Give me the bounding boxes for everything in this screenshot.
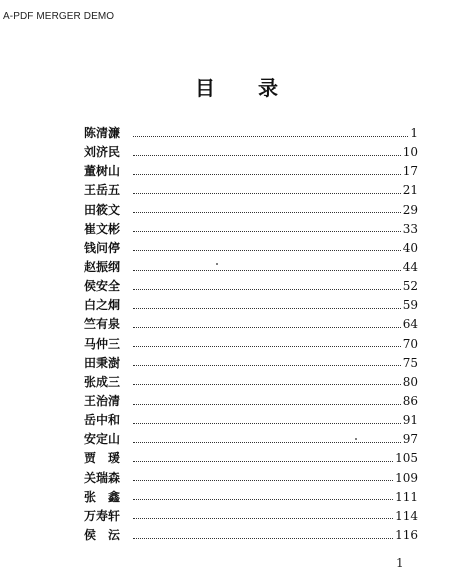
toc-dot-leader [133,498,393,500]
toc-entry[interactable] [84,201,418,220]
toc-entry[interactable] [84,315,418,334]
toc-entry-name: 崔文彬 [84,221,121,236]
watermark-text: A-PDF MERGER DEMO [3,11,115,22]
toc-entry[interactable] [84,469,418,488]
toc-entry[interactable] [84,373,418,392]
toc-entry[interactable] [84,354,418,373]
toc-dot-leader [133,288,401,290]
toc-entry-name: 贾 瑗 [84,451,121,466]
toc-entry[interactable] [84,220,418,239]
toc-entry[interactable] [84,143,418,162]
toc-dot-leader [133,383,401,385]
toc-entry[interactable] [84,277,418,296]
toc-dot-leader [133,249,401,251]
toc-dot-leader [133,154,401,156]
toc-entry-page: 21 [402,183,418,198]
toc-entry-page: 109 [395,470,418,485]
toc-entry[interactable] [84,449,418,468]
toc-entry-page: 33 [402,221,418,236]
toc-entry-name: 钱问停 [84,240,121,255]
toc-entry[interactable] [84,296,418,315]
toc-entry[interactable] [84,162,418,181]
toc-entry-page: 91 [402,413,418,428]
page-title [0,74,474,102]
toc-entry[interactable] [84,181,418,200]
toc-dot-leader [133,441,401,443]
toc-dot-leader [133,135,408,137]
toc-entry-page: 105 [395,451,418,466]
toc-entry-name: 侯安全 [84,279,121,294]
toc-dot-leader [133,326,401,328]
toc-entry[interactable] [84,488,418,507]
toc-dot-leader [133,192,401,194]
toc-entry-page: 70 [402,336,418,351]
toc-entry[interactable] [84,392,418,411]
toc-entry-page: 1 [410,126,418,141]
toc-entry-page: 10 [402,145,418,160]
toc-dot-leader [133,364,401,366]
title-char-2: 录 [258,76,278,100]
toc-entry[interactable] [84,124,418,143]
toc-dot-leader [133,479,393,481]
toc-entry-page: 29 [402,202,418,217]
toc-dot-leader [133,517,393,519]
toc-entry[interactable] [84,526,418,545]
toc-entry-page: 114 [395,508,418,523]
toc-entry-name: 万寿轩 [84,508,121,523]
toc-entry-name: 关瑞森 [84,470,121,485]
toc-entry-name: 王治清 [84,394,121,409]
toc-entry-name: 马仲三 [84,336,121,351]
toc-entry-page: 111 [395,489,418,504]
toc-entry-name: 安定山 [84,432,121,447]
toc-dot-leader [133,460,393,462]
toc-entry-page: 52 [402,279,418,294]
toc-entry-name: 王岳五 [84,183,121,198]
toc-dot-leader [133,269,401,271]
toc-entry-name: 陈清濂 [84,126,121,141]
toc-entry-name: 张 鑫 [84,489,121,504]
toc-dot-leader [133,345,401,347]
toc-entry-name: 田秉澍 [84,355,121,370]
scan-speck [355,438,357,440]
table-of-contents [84,124,418,545]
toc-entry-name: 刘济民 [84,145,121,160]
scan-speck [216,263,218,265]
toc-dot-leader [133,211,401,213]
toc-entry[interactable] [84,335,418,354]
toc-entry-page: 75 [402,355,418,370]
toc-entry-page: 116 [395,528,418,543]
toc-entry-page: 40 [402,240,418,255]
toc-dot-leader [133,230,401,232]
toc-dot-leader [133,403,401,405]
toc-entry-page: 97 [402,432,418,447]
toc-entry[interactable] [84,239,418,258]
toc-entry[interactable] [84,507,418,526]
toc-entry-name: 侯 沄 [84,528,121,543]
toc-entry-name: 张成三 [84,374,121,389]
title-char-1: 目 [195,76,215,100]
toc-entry[interactable] [84,258,418,277]
toc-entry-name: 岳中和 [84,413,121,428]
toc-entry-name: 白之炯 [84,298,121,313]
toc-dot-leader [133,173,401,175]
toc-entry[interactable] [84,411,418,430]
toc-dot-leader [133,307,401,309]
toc-entry-name: 董树山 [84,164,121,179]
toc-dot-leader [133,537,393,539]
toc-dot-leader [133,422,401,424]
toc-entry-page: 44 [402,260,418,275]
toc-entry-name: 竺有泉 [84,317,121,332]
page-number: 1 [396,556,404,570]
toc-entry-page: 86 [402,394,418,409]
toc-entry[interactable] [84,430,418,449]
toc-entry-page: 59 [402,298,418,313]
toc-entry-page: 64 [402,317,418,332]
toc-entry-page: 17 [402,164,418,179]
toc-entry-name: 赵振纲 [84,260,121,275]
toc-entry-page: 80 [402,374,418,389]
toc-entry-name: 田筱文 [84,202,121,217]
